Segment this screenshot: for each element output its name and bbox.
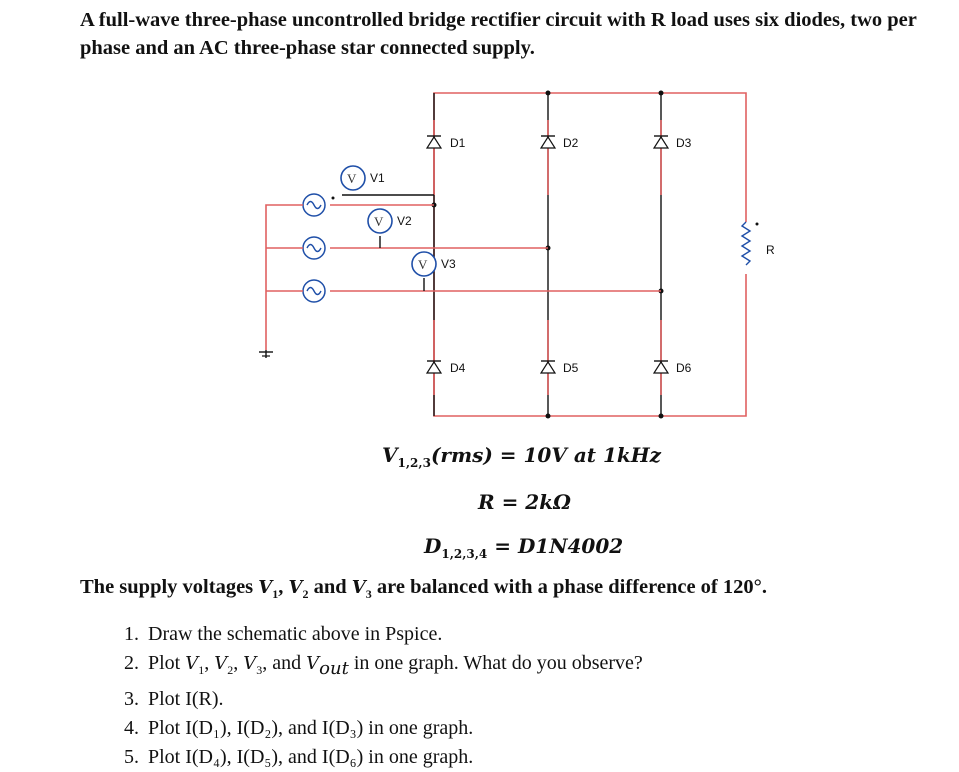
source-v2-label: V2 bbox=[397, 214, 412, 228]
voltage-probe-v3 bbox=[412, 252, 436, 276]
diode-d6-symbol bbox=[654, 361, 668, 373]
diode-d3-label: D3 bbox=[676, 136, 692, 150]
diode-d3-symbol bbox=[654, 136, 668, 148]
task-item: 3. Plot I(R). bbox=[144, 685, 643, 714]
task-list bbox=[112, 620, 643, 772]
source-v3-label: V3 bbox=[441, 257, 456, 271]
task-item: 5. Plot I(D₄), I(D₅), and I(D₆) in one graph. bbox=[144, 743, 643, 772]
diode-d5-symbol bbox=[541, 361, 555, 373]
diode-d1-symbol bbox=[427, 136, 441, 148]
task-item: 2. Plot $V_1$, $V_2$, $V_3$, and $V_{out}$ in one graph. What do you observe? bbox=[144, 649, 643, 685]
diode-d6-label: D6 bbox=[676, 361, 692, 375]
svg-text:V: V bbox=[347, 171, 357, 186]
task-item: 4. Plot I(D₁), I(D₂), and I(D₃) in one graph. bbox=[144, 714, 643, 743]
svg-text:V: V bbox=[418, 257, 428, 272]
neutral-wire bbox=[266, 205, 303, 350]
load-resistor-symbol bbox=[740, 222, 759, 274]
ac-source-1 bbox=[303, 194, 335, 216]
diode-d1-label: D1 bbox=[450, 136, 466, 150]
resistor-label: R bbox=[766, 243, 775, 257]
ac-source-3 bbox=[303, 280, 325, 302]
diode-d5-label: D5 bbox=[563, 361, 579, 375]
diode-d4-label: D4 bbox=[450, 361, 466, 375]
diode-parameter: $D_{1,2,3,4} = D1N4002$ bbox=[424, 534, 624, 561]
voltage-probe-v1 bbox=[341, 166, 365, 190]
voltage-probe-v2 bbox=[368, 209, 392, 233]
diode-d2-symbol bbox=[541, 136, 555, 148]
supply-statement: The supply voltages $V_1$, $V_2$ and $V_3$ are balanced with a phase difference of 120°. bbox=[80, 576, 767, 602]
resistance-parameter: R = 2kΩ bbox=[478, 490, 571, 514]
ac-source-2 bbox=[303, 237, 325, 259]
vrms-parameter: $V_{1,2,3}(rms) = 10V$ at 1kHz bbox=[382, 443, 662, 470]
task-item: 1. Draw the schematic above in Pspice. bbox=[144, 620, 643, 649]
ground-symbol bbox=[259, 350, 273, 358]
source-v1-label: V1 bbox=[370, 171, 385, 185]
top-bus bbox=[434, 93, 746, 416]
problem-title: A full-wave three-phase uncontrolled bridge rectifier circuit with R load uses six diodes, two per phase and an AC three-phase star connected supply. bbox=[80, 9, 917, 59]
svg-text:V: V bbox=[374, 214, 384, 229]
diode-d4-symbol bbox=[427, 361, 441, 373]
diode-d2-label: D2 bbox=[563, 136, 579, 150]
